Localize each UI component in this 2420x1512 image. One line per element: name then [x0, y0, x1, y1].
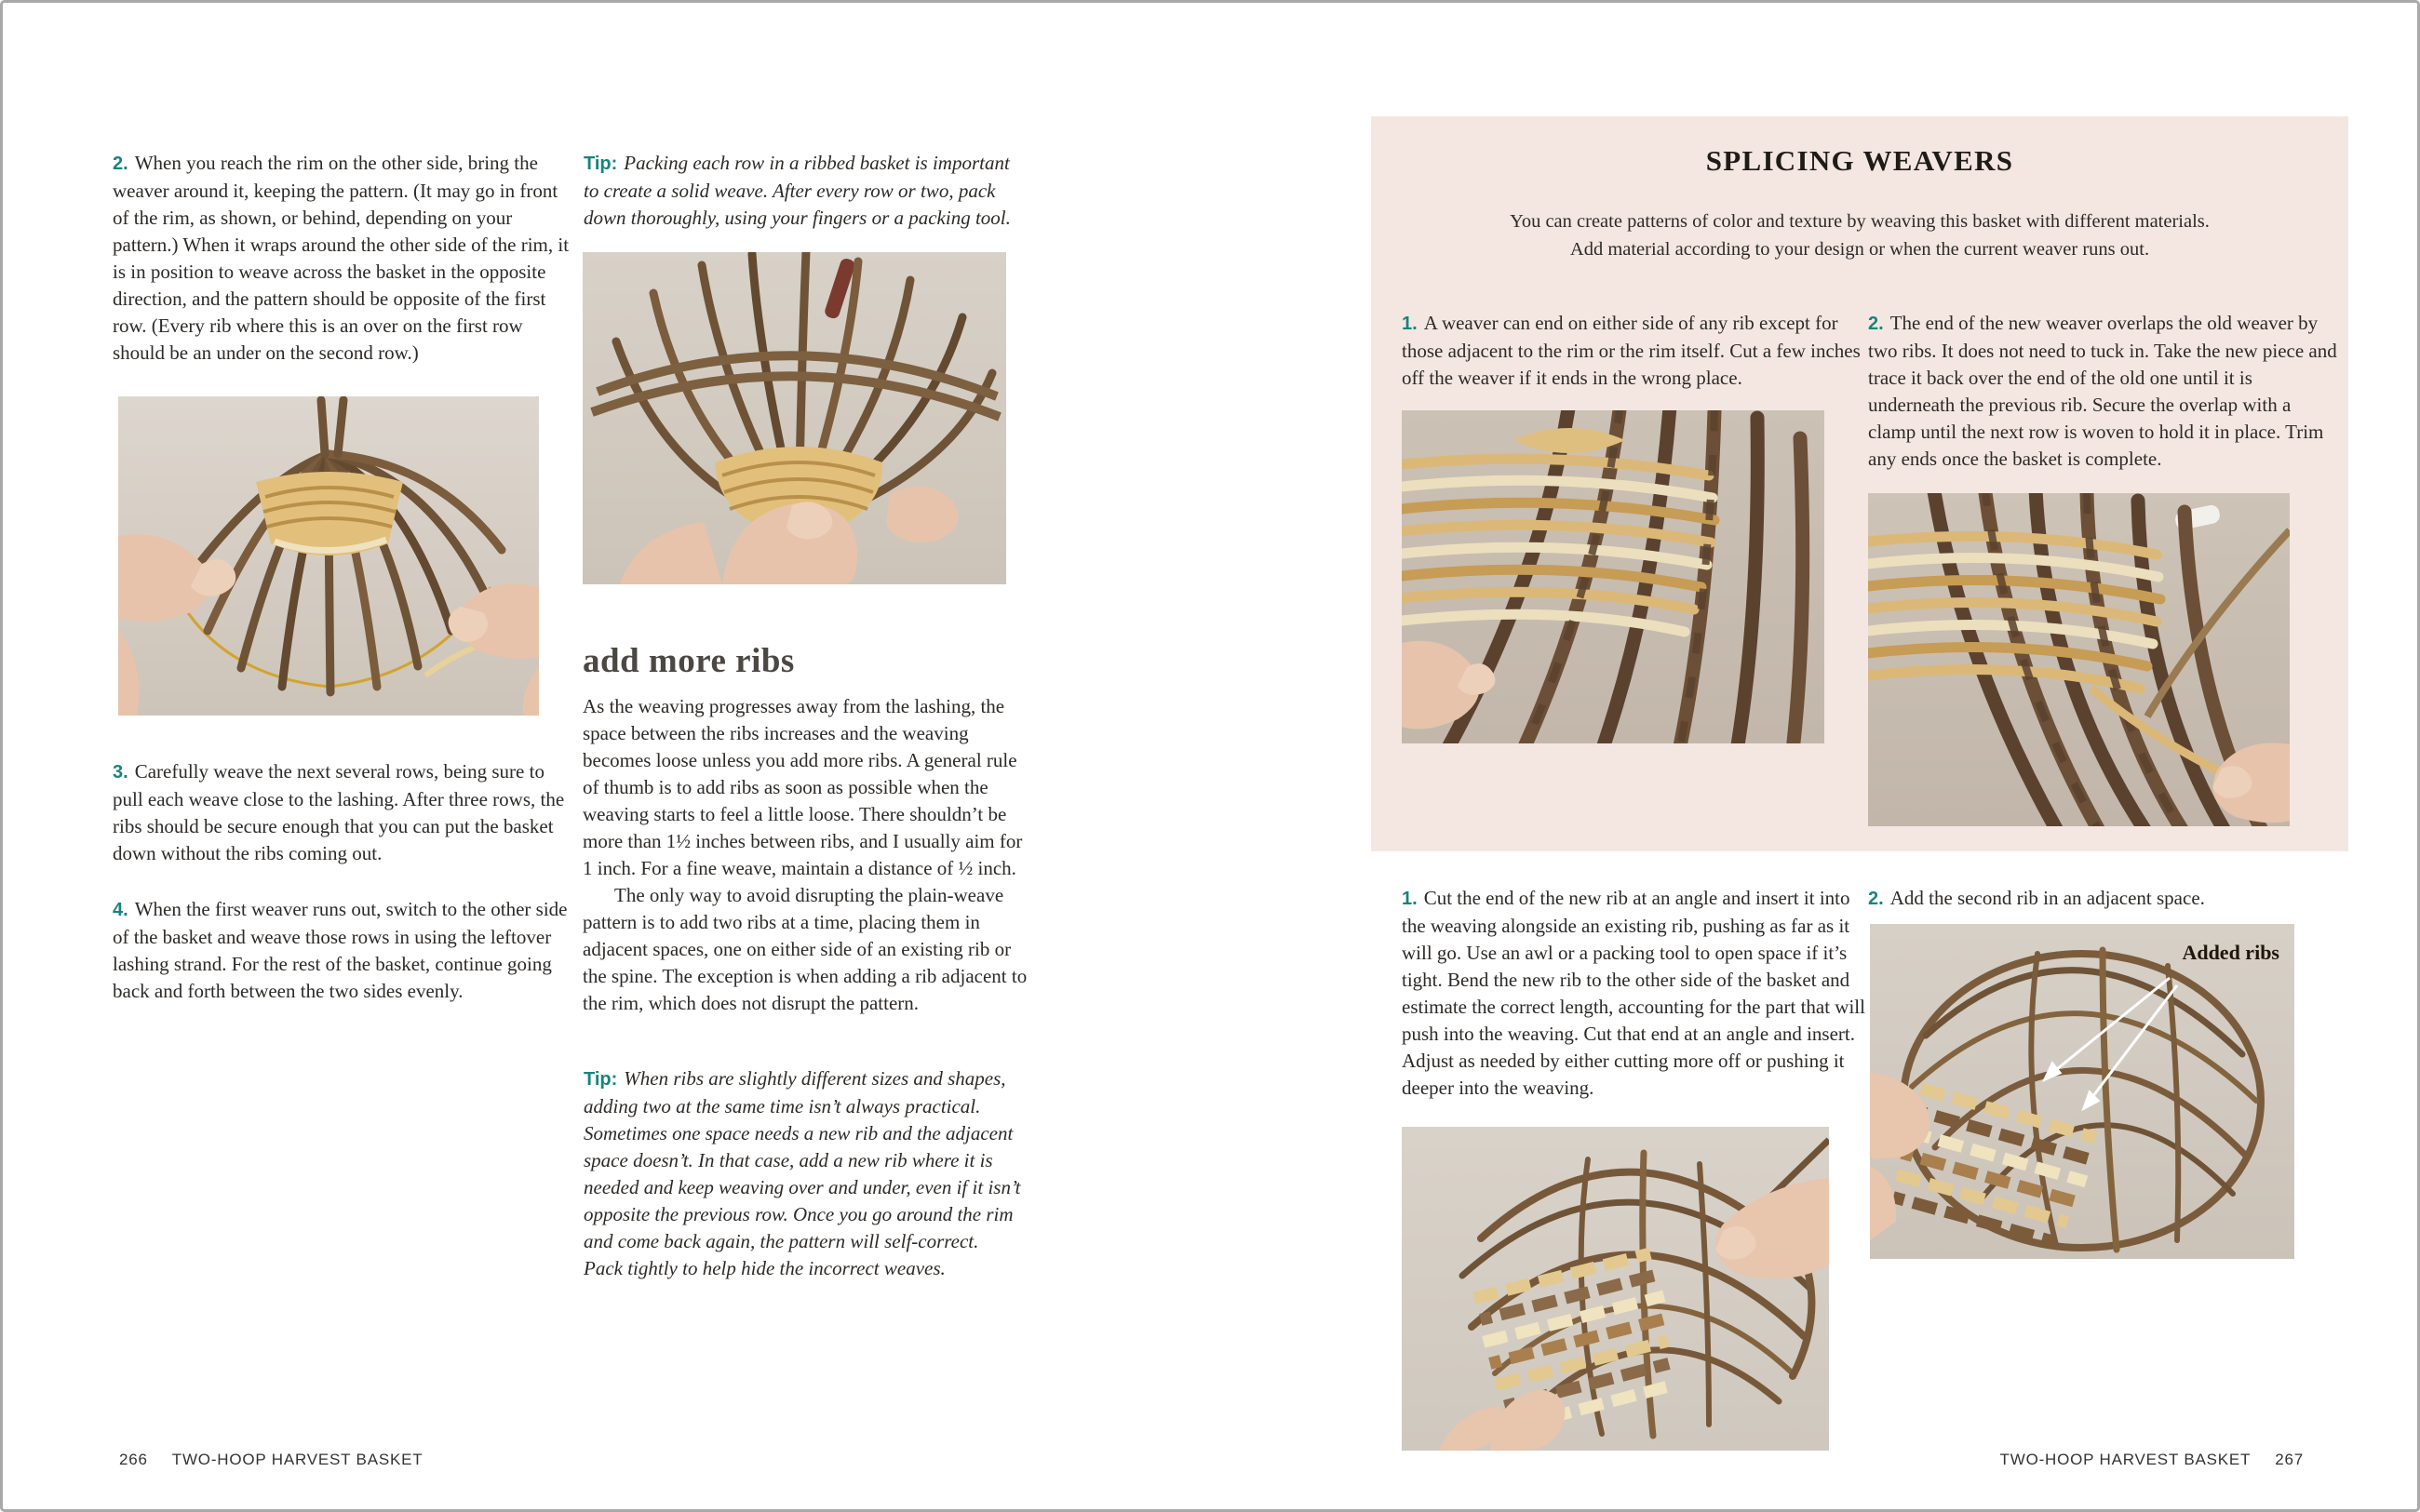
insert-rib-illustration [1402, 1127, 1829, 1451]
basket-fan-illustration [118, 396, 539, 716]
added-ribs-label: Added ribs [2182, 941, 2279, 964]
step-3-paragraph [113, 758, 578, 867]
photo-weaver-around-rim [118, 396, 539, 716]
page-number-left: 266 [119, 1451, 148, 1468]
weaver-overlap-closeup-illustration [1868, 493, 2290, 826]
splicing-step-1 [1402, 310, 1864, 392]
splicing-step-1-number: 1. [1402, 314, 1418, 334]
footer-right [2000, 1451, 2304, 1469]
add-more-ribs-paragraph-2: The only way to avoid disrupting the plain-weave pattern is to add two ribs at a time, placing them in adjacent spaces, one on either side of an existing rib or the spine. The exception is when adding a rib adjacent to the rim, which does not disrupt the pattern. [583, 884, 1028, 1014]
tip-ribs-label: Tip: [584, 1069, 618, 1090]
splicing-weavers-panel [1371, 116, 2348, 851]
intro-line-2: Add material according to your design or when the current weaver runs out. [1569, 239, 2150, 260]
add-rib-step-1-text: Cut the end of the new rib at an angle and insert it into the weaving alongside an existing rib, pushing as far as it will go. Use an awl or a packing tool to open space if it’s tight. Bend the new rib to the other side of the basket and estimate the correct length, accounting for the part that will push into the weaving. Cut that end at an angle and insert. Adjust as needed by either cutting more off or pushing it deeper into the weaving. [1402, 887, 1865, 1099]
step-4-text: When the first weaver runs out, switch to the other side of the basket and weave those rows in using the leftover lashing strand. For the rest of the basket, continue going back and forth between the two sides evenly. [113, 898, 568, 1002]
tip-packing-text: Packing each row in a ribbed basket is important to create a solid weave. After every row or two, pack down thoroughly, using your fingers or a packing tool. [584, 152, 1011, 229]
footer-left [119, 1451, 423, 1469]
splicing-weavers-title: SPLICING WEAVERS [1705, 144, 2014, 177]
add-more-ribs-body [583, 693, 1028, 1017]
step-2-text: When you reach the rim on the other side, bring the weaver around it, keeping the pattern. (It may go in front of the rim, as shown, or behind, depending on your pattern.) When it wraps around the other side of the rim, it is in position to weave across the basket in the opposite direction, and the pattern should be opposite of the first row. (Every rib where this is an over on the first row should be an under on the second row.) [113, 152, 570, 364]
step-2-paragraph [113, 150, 571, 367]
tip-ribs-text: When ribs are slightly different sizes and shapes, adding two at the same time isn’t always practical. Sometimes one space needs a new rib and the adjacent space doesn’t. In that case, add a new rib where it is needed and keep weaving over and under, even if it isn’t opposite the previous row. Once you go around the rim and come back again, the pattern will self-correct. Pack tightly to help hide the incorrect weaves. [584, 1067, 1021, 1279]
add-more-ribs-paragraph-1: As the weaving progresses away from the lashing, the space between the ribs increases and the weaving becomes loose unless you add more ribs. A general rule of thumb is to add ribs as soon as possible when the weaving starts to feel a little loose. There shouldn’t be more than 1½ inches between ribs, and I usually aim for 1 inch. For a fine weave, maintain a distance of ½ inch. [583, 695, 1023, 879]
photo-insert-new-rib [1402, 1127, 1829, 1451]
step-3-text: Carefully weave the next several rows, being sure to pull each weave close to the lashing. After three rows, the ribs should be secure enough that you can put the basket down without the ribs coming out. [113, 760, 565, 864]
splicing-step-2 [1868, 310, 2338, 473]
running-title-right: TWO-HOOP HARVEST BASKET [1999, 1451, 2252, 1468]
tip-packing-label: Tip: [584, 154, 618, 174]
running-title-left: TWO-HOOP HARVEST BASKET [171, 1451, 424, 1468]
photo-weaver-end [1402, 410, 1824, 743]
intro-line-1: You can create patterns of color and texture by weaving this basket with different materials. [1510, 211, 2210, 232]
photo-packing-rows [583, 252, 1006, 584]
page-number-right: 267 [2275, 1451, 2304, 1468]
added-ribs-illustration [1870, 924, 2294, 1259]
photo-weaver-overlap [1868, 493, 2290, 826]
splicing-step-2-text: The end of the new weaver overlaps the old weaver by two ribs. It does not need to tuck in. Take the new piece and trace it back over the end of the old one until it is underneath the previous rib. Secure the overlap with a clamp until the next row is woven to hold it in place. Trim any ends once the basket is complete. [1868, 312, 2337, 470]
photo-added-ribs-wrap [1870, 924, 2294, 1259]
tip-packing [584, 150, 1021, 232]
step-2-number: 2. [113, 154, 128, 174]
step-3-number: 3. [113, 762, 128, 783]
step-4-paragraph [113, 896, 571, 1005]
splicing-step-1-text: A weaver can end on either side of any rib except for those adjacent to the rim or the rim itself. Cut a few inches off the weaver if it ends in the wrong place. [1402, 312, 1861, 389]
add-rib-step-1-number: 1. [1402, 889, 1418, 909]
add-rib-step-2-number: 2. [1868, 889, 1884, 909]
step-4-number: 4. [113, 900, 128, 920]
add-rib-step-1 [1402, 885, 1867, 1102]
add-rib-step-2 [1868, 885, 2333, 913]
photo-added-ribs [1870, 924, 2294, 1259]
splicing-step-2-number: 2. [1868, 314, 1884, 334]
weaver-end-closeup-illustration [1402, 410, 1824, 743]
add-rib-step-2-text: Add the second rib in an adjacent space. [1889, 887, 2205, 909]
section-heading-add-more-ribs: add more ribs [583, 642, 795, 680]
basket-packing-illustration [583, 252, 1006, 584]
tip-ribs [584, 1065, 1021, 1282]
splicing-weavers-intro [1371, 207, 2348, 263]
